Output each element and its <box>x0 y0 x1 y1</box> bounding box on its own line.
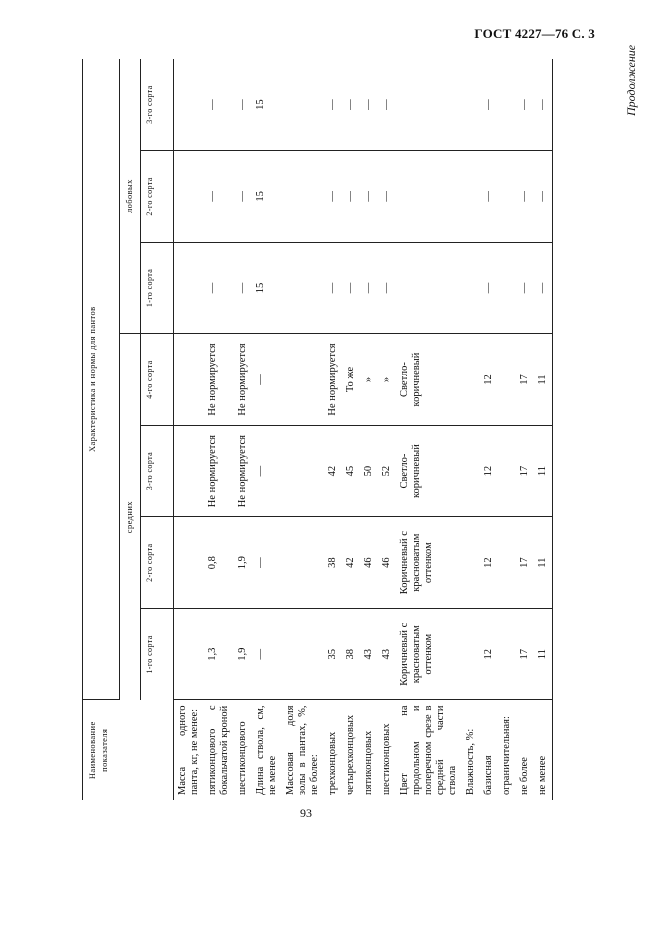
table-cell <box>282 242 324 334</box>
table-cell: Светло-коричневый <box>396 334 462 426</box>
table-cell <box>174 334 205 426</box>
row-name: Массовая доля золы в пантах, %, не более: <box>285 705 320 795</box>
table-cell: 12 <box>480 608 498 700</box>
table-cell: — <box>516 151 534 243</box>
grade-header: 1-го сорта <box>141 608 174 700</box>
table-cell: — <box>252 334 282 426</box>
table-cell: 15 <box>252 242 282 334</box>
row-name: Масса одного панта, кг, не менее: <box>177 705 200 795</box>
table-cell: — <box>480 151 498 243</box>
table-cell: 46 <box>378 517 396 609</box>
table-cell: 0,8 <box>204 517 234 609</box>
grade-header: 1-го сорта <box>141 242 174 334</box>
table-cell: 42 <box>342 517 360 609</box>
name-column-header: Наименование показателя <box>83 700 174 800</box>
table-row <box>174 59 205 800</box>
table-cell <box>498 425 516 517</box>
table-row <box>534 59 553 800</box>
table-cell <box>174 608 205 700</box>
table-cell: — <box>234 151 252 243</box>
table-cell <box>396 59 462 151</box>
subgroup-middle: средних <box>120 334 141 700</box>
table-cell <box>498 517 516 609</box>
table-row <box>342 59 360 800</box>
table-cell <box>282 151 324 243</box>
row-name: пятиконцового с бокальчатой кроной <box>207 705 230 795</box>
table-cell: — <box>252 608 282 700</box>
table-cell: — <box>252 517 282 609</box>
table-cell: — <box>534 242 553 334</box>
table-row <box>480 59 498 800</box>
table-cell: — <box>324 242 342 334</box>
table-cell: 17 <box>516 425 534 517</box>
table-cell: Не нормируется <box>234 334 252 426</box>
table-cell: 15 <box>252 59 282 151</box>
table-cell: Коричневый с красноватым оттенком <box>396 608 462 700</box>
row-name: Влажность, %: <box>465 728 476 795</box>
table-cell: — <box>516 59 534 151</box>
table-row <box>516 59 534 800</box>
table-cell <box>498 608 516 700</box>
characteristics-table <box>82 59 553 800</box>
table-cell: 1,3 <box>204 608 234 700</box>
table-cell: — <box>204 151 234 243</box>
table-cell: 38 <box>342 608 360 700</box>
grade-header: 4-го сорта <box>141 334 174 426</box>
table-cell: — <box>342 151 360 243</box>
table-cell: — <box>378 151 396 243</box>
table-cell: 43 <box>378 608 396 700</box>
table-cell: — <box>324 59 342 151</box>
table-cell: — <box>204 59 234 151</box>
table-cell: — <box>234 242 252 334</box>
table-cell: — <box>378 242 396 334</box>
table-cell: 43 <box>360 608 378 700</box>
table-cell <box>462 517 480 609</box>
table-cell: 1,9 <box>234 608 252 700</box>
grade-header: 3-го сорта <box>141 425 174 517</box>
table-cell: 12 <box>480 425 498 517</box>
page-number: 93 <box>300 806 312 820</box>
table-cell <box>282 334 324 426</box>
table-cell: 12 <box>480 334 498 426</box>
table-cell <box>498 151 516 243</box>
table-cell <box>282 59 324 151</box>
table-cell: — <box>534 151 553 243</box>
table-cell: 46 <box>360 517 378 609</box>
table-cell <box>498 334 516 426</box>
table-cell: — <box>360 242 378 334</box>
table-row <box>282 59 324 800</box>
table-cell <box>498 242 516 334</box>
table-row <box>252 59 282 800</box>
table-cell: 12 <box>480 517 498 609</box>
table-cell: То же <box>342 334 360 426</box>
table-cell: 50 <box>360 425 378 517</box>
table-cell: Не нормируется <box>204 425 234 517</box>
table-cell <box>462 334 480 426</box>
row-name: шестиконцовых <box>381 723 392 795</box>
table-cell: 11 <box>534 608 553 700</box>
table-row <box>378 59 396 800</box>
table-cell: » <box>360 334 378 426</box>
table-cell: » <box>378 334 396 426</box>
table-cell: Не нормируется <box>204 334 234 426</box>
table-cell: 15 <box>252 151 282 243</box>
table-cell: — <box>534 59 553 151</box>
table-cell <box>282 425 324 517</box>
table-cell: — <box>252 425 282 517</box>
table-cell <box>462 425 480 517</box>
page-header: ГОСТ 4227—76 С. 3 <box>474 26 595 41</box>
table-cell <box>174 59 205 151</box>
row-name: ограничительная: <box>501 716 512 795</box>
table-cell: 35 <box>324 608 342 700</box>
rotated-table-container <box>82 59 622 800</box>
table-cell: 45 <box>342 425 360 517</box>
table-cell <box>462 608 480 700</box>
row-name: пятиконцовых <box>363 730 374 795</box>
table-cell: 52 <box>378 425 396 517</box>
table-cell: 11 <box>534 334 553 426</box>
table-cell: Светло-коричневый <box>396 425 462 517</box>
row-name: не более <box>519 757 530 795</box>
table-cell <box>174 151 205 243</box>
table-row <box>324 59 342 800</box>
table-cell <box>174 242 205 334</box>
table-row <box>396 59 462 800</box>
table-cell <box>462 242 480 334</box>
table-cell <box>462 151 480 243</box>
table-row <box>462 59 480 800</box>
table-cell: — <box>360 151 378 243</box>
table-cell <box>174 425 205 517</box>
continuation-label: Продолжение <box>624 44 638 116</box>
table-row <box>234 59 252 800</box>
table-cell: 17 <box>516 517 534 609</box>
table-row <box>204 59 234 800</box>
table-cell: — <box>480 242 498 334</box>
row-name: базисная <box>483 755 494 795</box>
group-header: Характеристика и нормы для пантов <box>83 59 120 700</box>
table-cell: — <box>516 242 534 334</box>
grade-header: 3-го сорта <box>141 59 174 151</box>
row-name: Цвет на продольном и поперечном срезе в средней части ствола <box>399 705 458 795</box>
table-cell: 1,9 <box>234 517 252 609</box>
table-cell: 11 <box>534 517 553 609</box>
row-name: шестиконцового <box>237 721 248 795</box>
table-cell: Коричневый с красноватым оттенком <box>396 517 462 609</box>
table-cell: 17 <box>516 608 534 700</box>
table-cell <box>282 608 324 700</box>
grade-header: 2-го сорта <box>141 151 174 243</box>
row-name: Длина ствола, см, не менее <box>255 705 278 795</box>
table-cell <box>396 242 462 334</box>
table-cell: — <box>204 242 234 334</box>
row-name: четырехконцовых <box>345 714 356 795</box>
table-cell <box>174 517 205 609</box>
table-cell: Не нормируется <box>234 425 252 517</box>
grade-header: 2-го сорта <box>141 517 174 609</box>
table-cell: Не нормируется <box>324 334 342 426</box>
table-cell: 11 <box>534 425 553 517</box>
table-row <box>360 59 378 800</box>
table-cell: — <box>360 59 378 151</box>
table-row <box>498 59 516 800</box>
table-cell: — <box>234 59 252 151</box>
table-cell: — <box>324 151 342 243</box>
table-cell: — <box>342 59 360 151</box>
table-cell: 17 <box>516 334 534 426</box>
table-cell: 38 <box>324 517 342 609</box>
row-name: не менее <box>537 755 548 795</box>
table-cell: — <box>480 59 498 151</box>
table-cell <box>462 59 480 151</box>
table-cell <box>396 151 462 243</box>
table-cell <box>282 517 324 609</box>
table-cell: — <box>378 59 396 151</box>
table-cell: — <box>342 242 360 334</box>
table-cell: 42 <box>324 425 342 517</box>
row-name: трехконцовых <box>327 731 338 795</box>
subgroup-frontal: лобовых <box>120 59 141 334</box>
table-cell <box>498 59 516 151</box>
